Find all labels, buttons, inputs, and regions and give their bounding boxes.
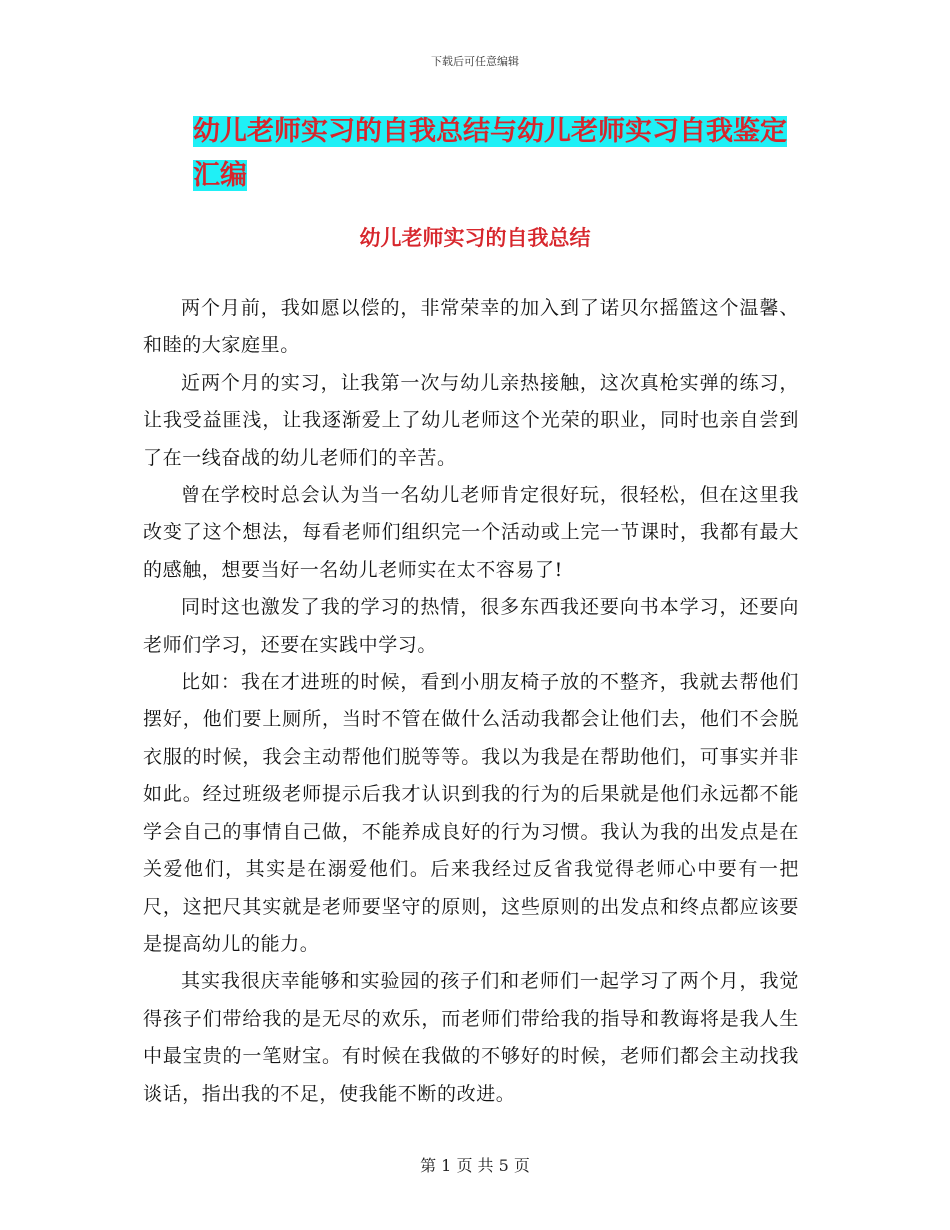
- paragraph: 同时这也激发了我的学习的热情，很多东西我还要向书本学习，还要向老师们学习，还要在实践中学习。: [143, 596, 799, 656]
- paragraph: 比如：我在才进班的时候，看到小朋友椅子放的不整齐，我就去帮他们摆好，他们要上厕所，当时不管在做什么活动我都会让他们去，他们不会脱衣服的时候，我会主动帮他们脱等等。我以为我是在帮助他们，可事实并非如此。经过班级老师提示后我才认识到我的行为的后果就是他们永远都不能学会自己的事情自己做，不能养成良好的行为习惯。我认为我的出发点是在关爱他们，其实是在溺爱他们。后来我经过反省我觉得老师心中要有一把尺，这把尺其实就是老师要坚守的原则，这些原则的出发点和终点都应该要是提高幼儿的能力。: [143, 671, 799, 955]
- header-note: 下载后可任意编辑: [431, 55, 519, 68]
- page-number-footer: 第 1 页 共 5 页: [420, 1156, 530, 1175]
- paragraph: 曾在学校时总会认为当一名幼儿老师肯定很好玩，很轻松，但在这里我改变了这个想法，每看老师们组织完一个活动或上完一节课时，我都有最大的感触，想要当好一名幼儿老师实在太不容易了!: [143, 484, 799, 581]
- section-title: 幼儿老师实习的自我总结: [359, 226, 591, 250]
- paragraph: 两个月前，我如愿以偿的，非常荣幸的加入到了诺贝尔摇篮这个温馨、和睦的大家庭里。: [143, 297, 799, 357]
- document-title-text: 幼儿老师实习的自我总结与幼儿老师实习自我鉴定汇编: [193, 116, 787, 191]
- document-title: [193, 110, 805, 198]
- paragraph: 近两个月的实习，让我第一次与幼儿亲热接触，这次真枪实弹的练习，让我受益匪浅，让我逐渐爱上了幼儿老师这个光荣的职业，同时也亲自尝到了在一线奋战的幼儿老师们的辛苦。: [143, 371, 799, 469]
- body-text: [143, 290, 799, 1113]
- paragraph: 其实我很庆幸能够和实验园的孩子们和老师们一起学习了两个月，我觉得孩子们带给我的是无尽的欢乐，而老师们带给我的指导和教诲将是我人生中最宝贵的一笔财宝。有时候在我做的不够好的时候，老师们都会主动找我谈话，指出我的不足，使我能不断的改进。: [143, 970, 799, 1105]
